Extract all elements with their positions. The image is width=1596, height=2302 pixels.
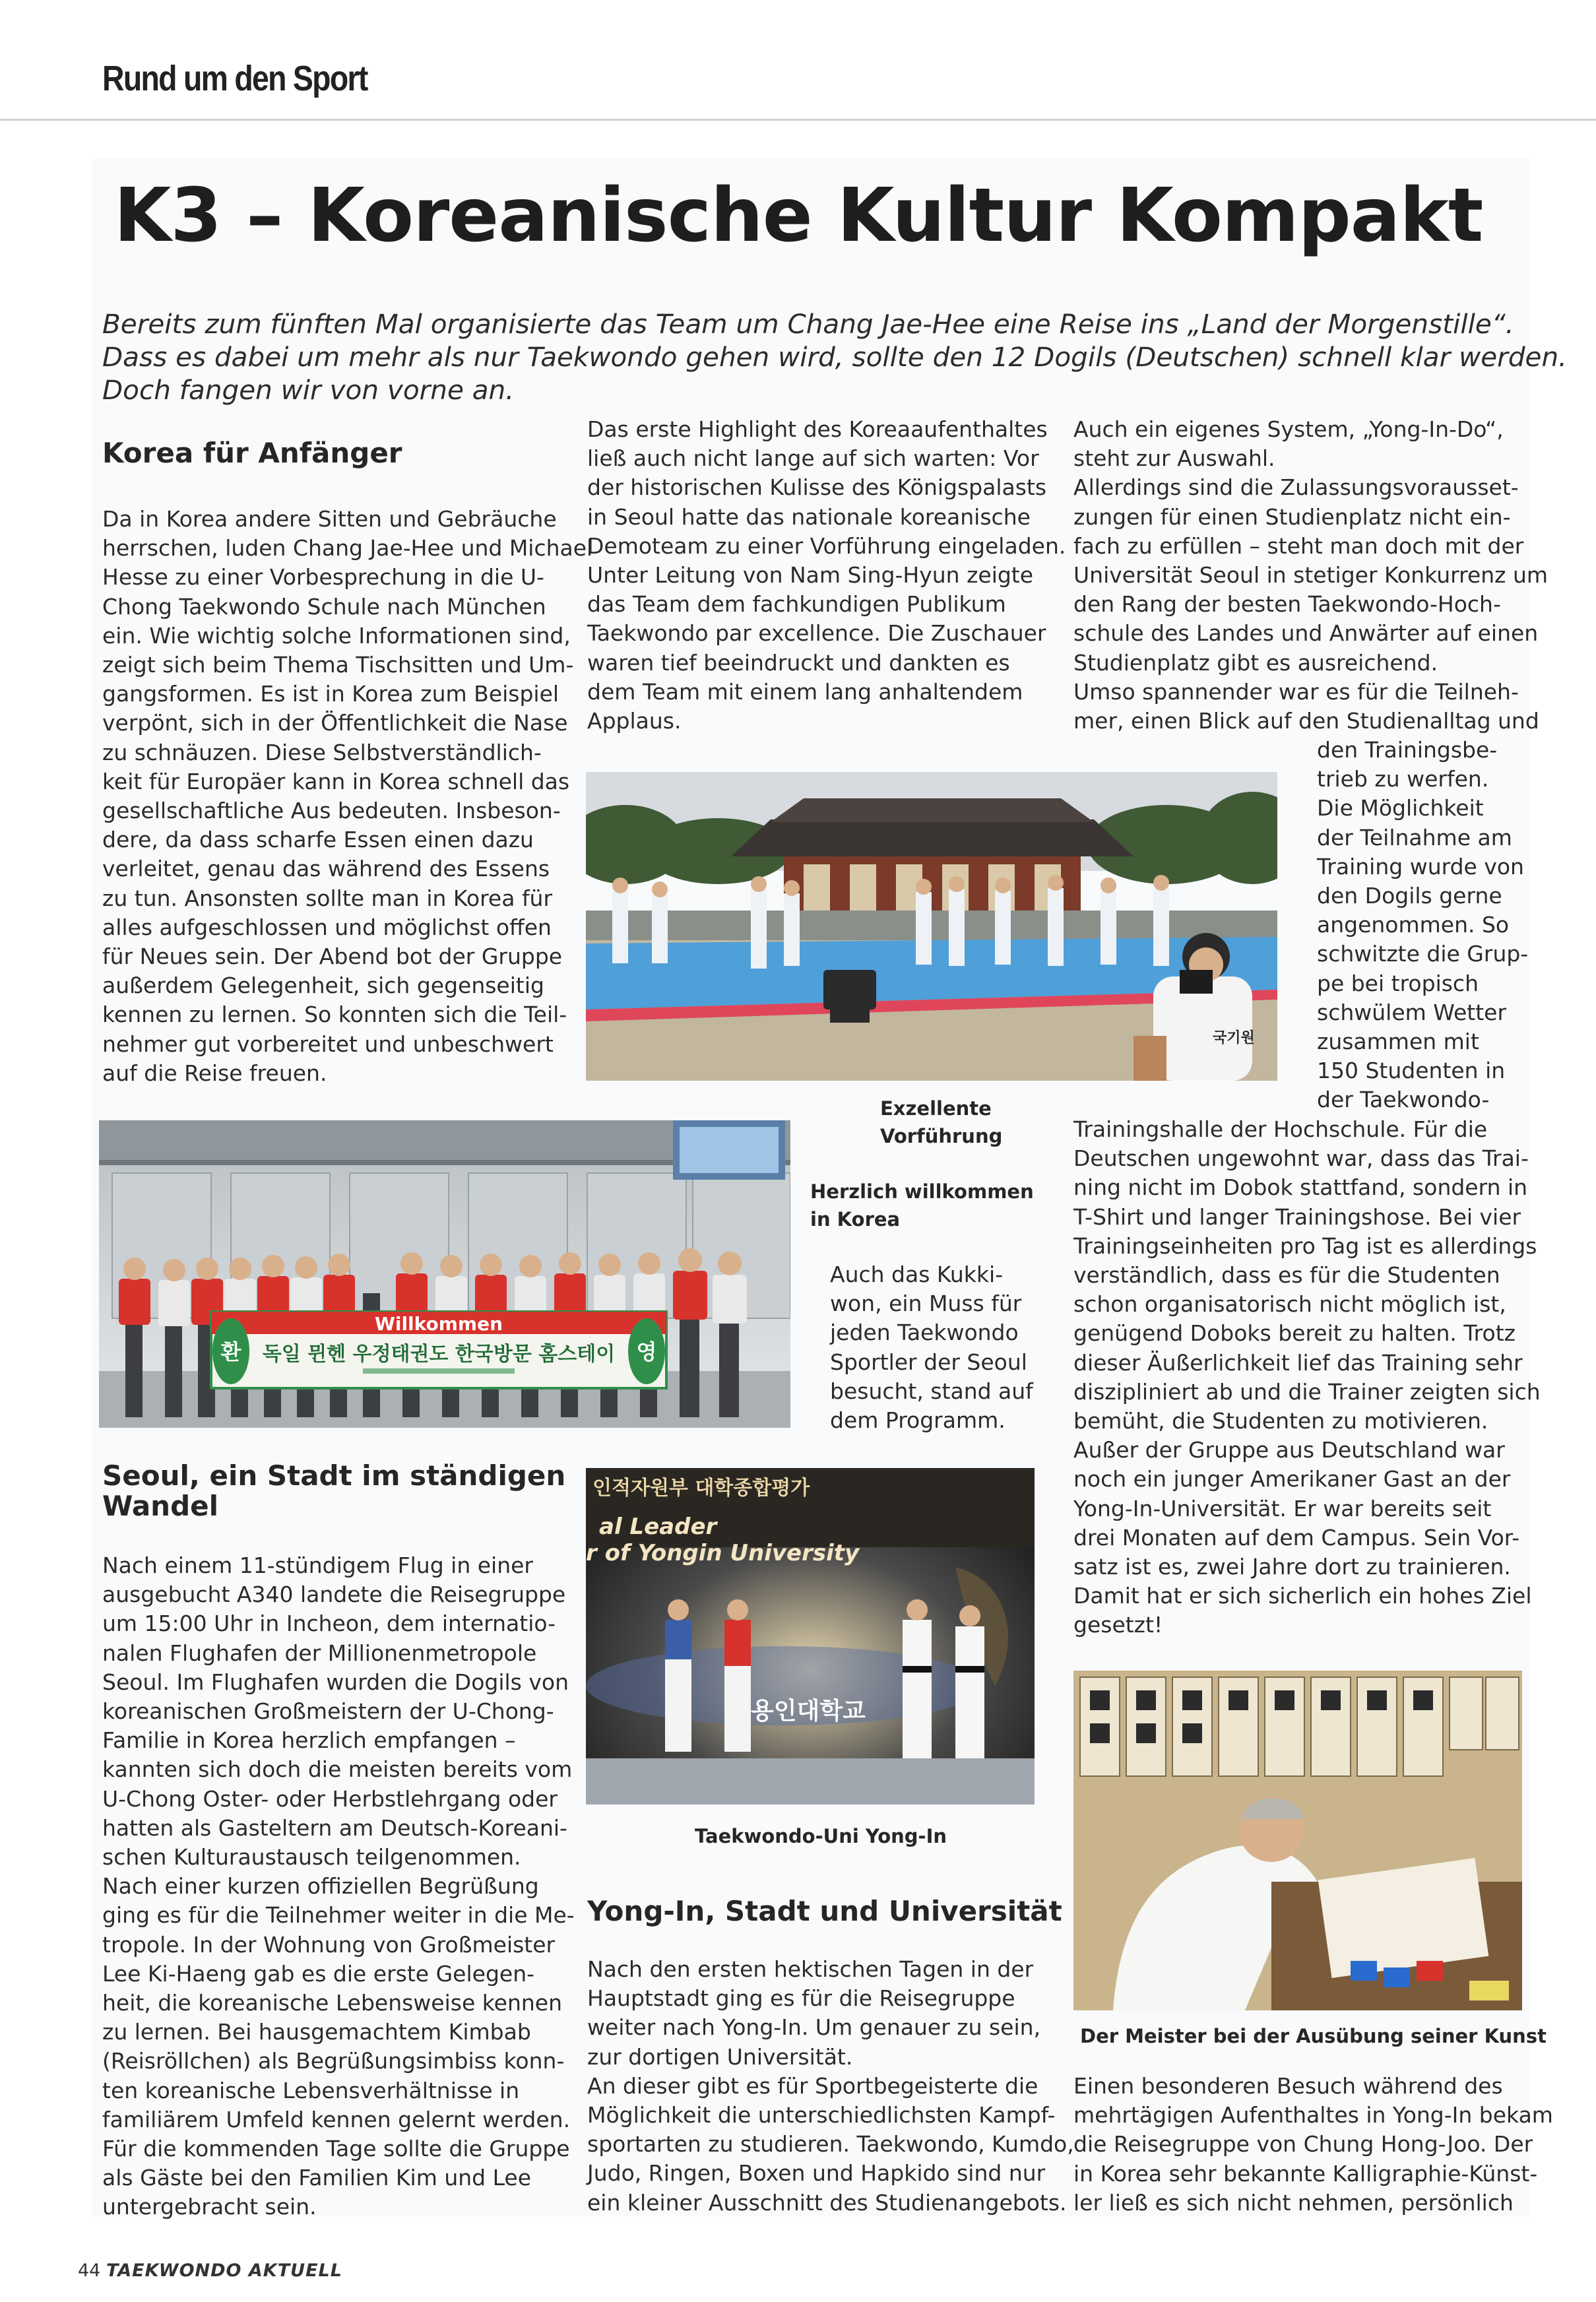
text-line: Auch ein eigenes System, „Yong-In-Do“, <box>1073 416 1504 442</box>
text-line: schwitzte die Grup- <box>1317 941 1529 967</box>
text-line: verständlich, dass es für die Studenten <box>1073 1262 1500 1289</box>
text-line: auf die Reise freuen. <box>102 1060 327 1086</box>
heading-yongin: Yong-In, Stadt und Universität <box>587 1895 1062 1927</box>
text-seoul <box>102 1551 575 2222</box>
text-line: Auch das Kukki- <box>830 1262 1004 1287</box>
text-line: in Seoul hatte das nationale koreanische <box>587 503 1031 530</box>
text-line: schule des Landes und Anwärter auf einen <box>1073 620 1539 647</box>
text-line: kannten sich doch die meisten bereits vom <box>102 1756 573 1783</box>
article-lead <box>102 307 1567 406</box>
text-line: schon organisatorisch nicht möglich ist, <box>1073 1291 1506 1318</box>
text-line: zu schnäuzen. Diese Selbstverständlich- <box>102 739 542 765</box>
airport-photo-svg <box>99 1120 790 1428</box>
text-line: Nach einer kurzen offiziellen Begrüßung <box>102 1873 539 1900</box>
text-line: T-Shirt und langer Trainingshose. Bei vier <box>1073 1203 1521 1230</box>
text-korea-anfaenger <box>102 505 593 1088</box>
caption-airport-line: in Korea <box>810 1208 901 1231</box>
text-line: den Dogils gerne <box>1317 883 1502 909</box>
text-line: Universität Seoul in stetiger Konkurrenz um <box>1073 562 1548 589</box>
text-yongin <box>587 1955 1074 2218</box>
text-besuch <box>1073 2072 1553 2218</box>
heading-seoul-line1: Seoul, ein Stadt im ständigen <box>102 1459 566 1492</box>
photo-calligraphy-master <box>1073 1671 1522 2010</box>
text-line: zu tun. Ansonsten sollte man in Korea für <box>102 885 553 911</box>
text-line: Studienplatz gibt es ausreichend. <box>1073 649 1438 676</box>
text-line: jeden Taekwondo <box>830 1320 1019 1346</box>
text-line: Deutschen ungewohnt war, dass das Trai- <box>1073 1145 1529 1172</box>
text-line: diszipliniert ab und die Trainer zeigten sich <box>1073 1378 1541 1405</box>
uni-screen-line2: r of Yongin University <box>586 1540 860 1566</box>
text-line: hatten als Gasteltern am Deutsch-Koreani- <box>102 1814 567 1841</box>
text-line: schen Kulturaustausch teilgenommen. <box>102 1844 521 1870</box>
lead-line: Bereits zum fünften Mal organisierte das Team um Chang Jae-Hee eine Reise ins „Land der Morgenstille“. <box>102 308 1514 340</box>
welcome-banner <box>211 1312 666 1388</box>
text-line: Für die kommenden Tage sollte die Gruppe <box>102 2136 570 2162</box>
text-line: dem Programm. <box>830 1407 1005 1434</box>
text-line: Lee Ki-Haeng gab es die erste Gelegen- <box>102 1960 535 1987</box>
page-number: 44 <box>78 2260 101 2281</box>
text-right-top <box>1073 415 1548 736</box>
text-line: keit für Europäer kann in Korea schnell das <box>102 768 570 794</box>
uni-photo-svg <box>586 1468 1035 1805</box>
text-line: bemüht, die Studenten zu motivieren. <box>1073 1408 1488 1434</box>
caption-master: Der Meister bei der Ausübung seiner Kunst <box>1080 2025 1547 2047</box>
text-right-bottom <box>1073 1115 1541 1640</box>
lead-line: Doch fangen wir von vorne an. <box>102 374 515 406</box>
text-line: fach zu erfüllen – steht man doch mit der <box>1073 532 1524 559</box>
banner-left-char: 환 <box>220 1339 241 1364</box>
text-line: Applaus. <box>587 708 682 734</box>
text-right-narrow <box>1317 736 1535 1115</box>
demo-photo-svg <box>586 772 1277 1081</box>
text-kukkiwon <box>830 1260 1068 1435</box>
text-line: ning nicht im Dobok stattfand, sondern in <box>1073 1174 1528 1201</box>
text-line: 150 Studenten in <box>1317 1058 1506 1084</box>
text-line: ging es für die Teilnehmer weiter in die Me- <box>102 1902 575 1929</box>
text-line: pe bei tropisch <box>1317 970 1479 996</box>
text-line: ließ auch nicht lange auf sich warten: Vor <box>587 445 1039 472</box>
text-line: außerdem Gelegenheit, sich gegenseitig <box>102 973 544 999</box>
caption-demo <box>880 1095 1002 1150</box>
magazine-name: TAEKWONDO AKTUELL <box>106 2260 342 2281</box>
text-line: (Reisröllchen) als Begrüßungsimbiss konn- <box>102 2048 565 2074</box>
text-line: den Trainingsbe- <box>1317 737 1498 763</box>
text-line: satz ist es, zwei Jahre dort zu trainieren. <box>1073 1554 1511 1580</box>
text-line: familiärem Umfeld kennen gelernt werden. <box>102 2106 571 2132</box>
text-line: zeigt sich beim Thema Tischsitten und Um- <box>102 652 574 678</box>
text-line: noch ein junger Amerikaner Gast an der <box>1073 1466 1511 1492</box>
text-line: gesetzt! <box>1073 1612 1163 1638</box>
header-rule <box>0 119 1596 121</box>
banner-right-char: 영 <box>636 1339 657 1364</box>
text-line: Nach den ersten hektischen Tagen in der <box>587 1956 1034 1982</box>
text-line: der historischen Kulisse des Königspalasts <box>587 474 1047 501</box>
text-line: Hesse zu einer Vorbesprechung in die U- <box>102 564 544 591</box>
uni-logo: 용인대학교 <box>751 1698 866 1725</box>
text-line: verpönt, sich in der Öffentlichkeit die Nase <box>102 710 568 736</box>
text-line: herrschen, luden Chang Jae-Hee und Michael <box>102 535 593 561</box>
text-line: ler ließ es sich nicht nehmen, persönlich <box>1073 2189 1514 2216</box>
text-line: verleitet, genau das während des Essens <box>102 856 550 882</box>
text-line: Möglichkeit die unterschiedlichsten Kampf- <box>587 2102 1056 2128</box>
text-line: nehmer gut vorbereitet und unbeschwert <box>102 1031 554 1057</box>
master-photo-svg <box>1073 1671 1522 2010</box>
caption-demo-line: Vorführung <box>880 1125 1003 1147</box>
text-line: zur dortigen Universität. <box>587 2043 853 2070</box>
text-line: sportarten zu studieren. Taekwondo, Kumdo, <box>587 2131 1074 2158</box>
text-line: Yong-In-Universität. Er war bereits seit <box>1073 1495 1492 1521</box>
text-line: schwülem Wetter <box>1317 999 1507 1025</box>
text-line: zu lernen. Bei hausgemachtem Kimbab <box>102 2019 531 2045</box>
text-line: Hauptstadt ging es für die Reisegruppe <box>587 1985 1015 2012</box>
text-line: zungen für einen Studienplatz nicht ein- <box>1073 503 1511 530</box>
photo-yongin-university <box>586 1468 1035 1805</box>
text-line: dieser Äußerlichkeit lief das Training sehr <box>1073 1349 1523 1376</box>
text-line: Chong Taekwondo Schule nach München <box>102 593 546 620</box>
heading-korea-anfaenger: Korea für Anfänger <box>102 437 402 469</box>
article-title: K3 – Koreanische Kultur Kompakt <box>113 173 1483 259</box>
heading-seoul-line2: Wandel <box>102 1490 219 1522</box>
text-line: ten koreanische Lebensverhältnisse in <box>102 2077 520 2103</box>
page-footer <box>78 2260 342 2281</box>
banner-korean-text: 독일 뮌헨 우정태권도 한국방문 홈스테이 <box>262 1343 616 1366</box>
text-line: das Team dem fachkundigen Publikum <box>587 591 1006 618</box>
uni-screen-line1: al Leader <box>599 1514 717 1540</box>
text-line: An dieser gibt es für Sportbegeisterte die <box>587 2072 1038 2099</box>
uni-screen-korean: 인적자원부 대학종합평가 <box>592 1477 810 1500</box>
text-line: Außer der Gruppe aus Deutschland war <box>1073 1437 1505 1463</box>
text-line: tropole. In der Wohnung von Großmeister <box>102 1931 556 1958</box>
text-line: zusammen mit <box>1317 1029 1479 1055</box>
photo-demo-team <box>586 772 1277 1081</box>
text-line: die Reisegruppe von Chung Hong-Joo. Der <box>1073 2131 1533 2158</box>
text-line: Damit hat er sich sicherlich ein hohes Ziel <box>1073 1583 1532 1609</box>
text-line: untergebracht sein. <box>102 2194 317 2220</box>
text-line: Trainingshalle der Hochschule. Für die <box>1073 1116 1488 1142</box>
text-line: mer, einen Blick auf den Studienalltag und <box>1073 708 1539 734</box>
text-line: steht zur Auswahl. <box>1073 445 1275 472</box>
text-line: heit, die koreanische Lebensweise kennen <box>102 1990 563 2016</box>
text-line: als Gäste bei den Familien Kim und Lee <box>102 2165 532 2191</box>
text-line: angenommen. So <box>1317 912 1510 938</box>
text-line: besucht, stand auf <box>830 1378 1033 1404</box>
text-line: Das erste Highlight des Koreaaufenthaltes <box>587 416 1048 442</box>
text-highlight <box>587 415 1066 736</box>
text-line: Einen besonderen Besuch während des <box>1073 2073 1503 2099</box>
text-line: ausgebucht A340 landete die Reisegruppe <box>102 1582 566 1608</box>
text-line: Trainingseinheiten pro Tag ist es allerdings <box>1073 1232 1537 1259</box>
text-line: in Korea sehr bekannte Kalligraphie-Künst- <box>1073 2160 1538 2187</box>
text-line: Training wurde von <box>1317 853 1524 879</box>
text-line: gesellschaftliche Aus bedeuten. Insbeson- <box>102 798 561 824</box>
text-line: kennen zu lernen. So konnten sich die Teil- <box>102 1002 567 1028</box>
text-line: Seoul. Im Flughafen wurden die Dogils von <box>102 1669 569 1695</box>
text-line: Nach einem 11-stündigem Flug in einer <box>102 1552 533 1578</box>
section-label: Rund um den Sport <box>102 59 367 98</box>
text-line: Judo, Ringen, Boxen und Hapkido sind nur <box>587 2160 1046 2187</box>
text-line: ein. Wie wichtig solche Informationen sind, <box>102 622 571 649</box>
banner-title: Willkommen <box>374 1313 503 1335</box>
text-line: Sportler der Seoul <box>830 1349 1027 1375</box>
text-line: dem Team mit einem lang anhaltendem <box>587 678 1023 705</box>
text-line: Familie in Korea herzlich empfangen – <box>102 1727 516 1754</box>
text-line: Allerdings sind die Zulassungsvorausset- <box>1073 474 1519 501</box>
text-line: der Teilnahme am <box>1317 824 1512 850</box>
text-line: U-Chong Oster- oder Herbstlehrgang oder <box>102 1785 558 1812</box>
text-line: won, ein Muss für <box>830 1291 1022 1317</box>
text-line: gangsformen. Es ist in Korea zum Beispiel <box>102 681 559 707</box>
text-line: um 15:00 Uhr in Incheon, dem internatio- <box>102 1611 556 1637</box>
caption-uni: Taekwondo-Uni Yong-In <box>695 1825 947 1847</box>
dobok-text: 국기원 <box>1213 1030 1255 1046</box>
text-line: trieb zu werfen. <box>1317 766 1489 792</box>
caption-airport-line: Herzlich willkommen <box>810 1180 1034 1203</box>
text-line: der Taekwondo- <box>1317 1087 1490 1113</box>
text-line: Unter Leitung von Nam Sing-Hyun zeigte <box>587 562 1034 589</box>
text-line: weiter nach Yong-In. Um genauer zu sein, <box>587 2014 1041 2041</box>
text-line: alles aufgeschlossen und möglichst offen <box>102 914 552 940</box>
text-line: genügend Doboks bereit zu halten. Trotz <box>1073 1320 1516 1347</box>
lead-line: Dass es dabei um mehr als nur Taekwondo gehen wird, sollte den 12 Dogils (Deutschen) schnell klar werden. <box>102 341 1567 373</box>
caption-demo-line: Exzellente <box>880 1097 992 1120</box>
text-line: ein kleiner Ausschnitt des Studienangebots. <box>587 2189 1067 2216</box>
text-line: Da in Korea andere Sitten und Gebräuche <box>102 506 557 532</box>
caption-airport <box>810 1178 1034 1233</box>
photo-airport-welcome <box>99 1120 790 1428</box>
text-line: Umso spannender war es für die Teilneh- <box>1073 678 1519 705</box>
text-line: den Rang der besten Taekwondo-Hoch- <box>1073 591 1501 618</box>
text-line: Demoteam zu einer Vorführung eingeladen. <box>587 532 1066 559</box>
text-line: drei Monaten auf dem Campus. Sein Vor- <box>1073 1524 1520 1551</box>
text-line: mehrtägigen Aufenthaltes in Yong-In bekam <box>1073 2102 1553 2128</box>
text-line: Die Möglichkeit <box>1317 795 1484 821</box>
text-line: dere, da dass scharfe Essen einen dazu <box>102 827 534 853</box>
text-line: waren tief beeindruckt und dankten es <box>587 649 1010 676</box>
text-line: nalen Flughafen der Millionenmetropole <box>102 1640 537 1666</box>
text-line: für Neues sein. Der Abend bot der Gruppe <box>102 943 563 970</box>
text-line: koreanischen Großmeistern der U-Chong- <box>102 1698 554 1725</box>
text-line: Taekwondo par excellence. Die Zuschauer <box>587 620 1046 647</box>
